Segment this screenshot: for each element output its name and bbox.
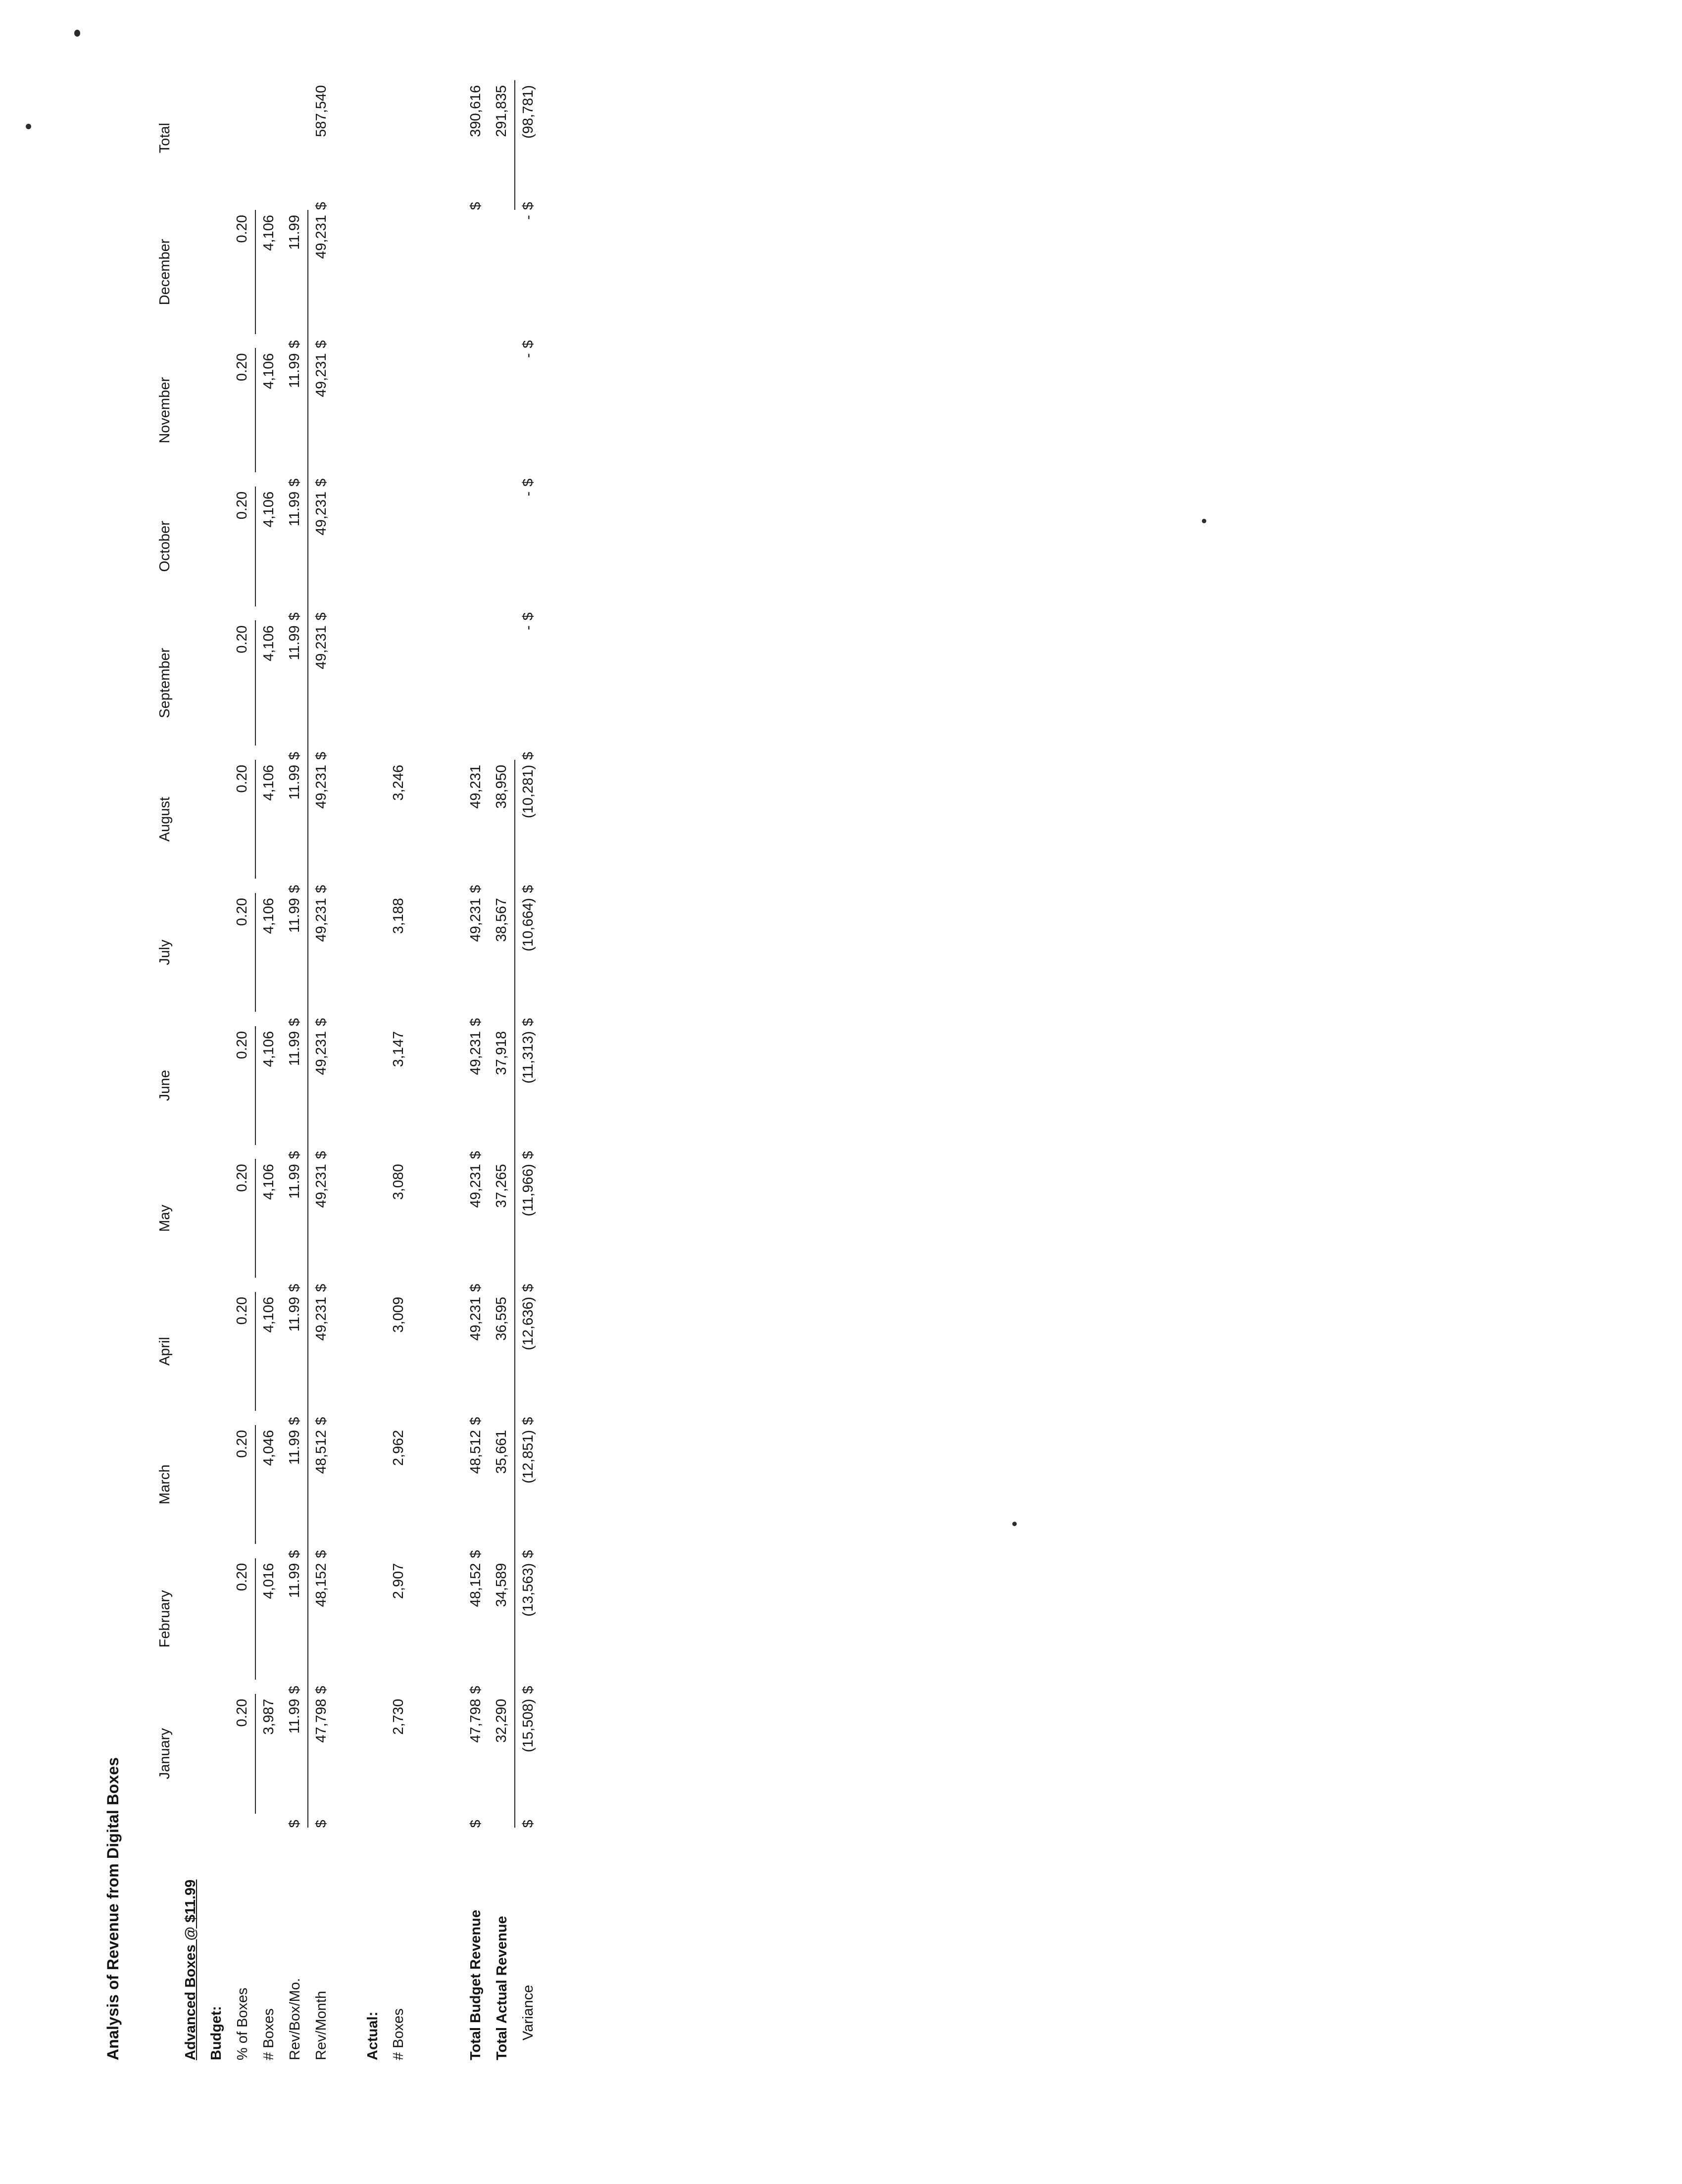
currency-spacer xyxy=(255,745,282,760)
table-row-total-budget-revenue xyxy=(463,80,489,2060)
cell-rev-per-box-march: 11.99 xyxy=(282,1425,308,1544)
currency-spacer xyxy=(229,1278,255,1292)
currency-spacer xyxy=(255,472,282,487)
currency-spacer xyxy=(229,334,255,348)
cell-total-actual-revenue-december xyxy=(489,210,515,334)
row-label-rev-per-box: Rev/Box/Mo. xyxy=(287,1978,303,2060)
cell-variance-february: (13,563) xyxy=(520,1563,536,1617)
currency-spacer xyxy=(255,606,282,621)
cell-actual-boxes-july: 3,188 xyxy=(391,898,406,934)
currency-symbol-may: $ xyxy=(313,1284,329,1292)
currency-spacer xyxy=(152,1012,178,1026)
currency-spacer xyxy=(386,745,411,760)
cell-rev-per-box-total xyxy=(282,80,308,196)
row-label-rev-per-month: Rev/Month xyxy=(313,1990,329,2060)
actual-label-row xyxy=(360,80,386,2060)
currency-symbol-august: $ xyxy=(313,885,329,893)
table-header-row xyxy=(152,80,178,2060)
column-header-april: April xyxy=(157,1337,173,1366)
cell-total-budget-revenue-january: 47,798 xyxy=(468,1698,484,1743)
table-row-rev-per-box xyxy=(282,80,308,2060)
section-header-row xyxy=(178,80,203,2060)
cell-total-budget-revenue-april: 49,231 xyxy=(468,1296,484,1341)
cell-pct-december: 0.20 xyxy=(229,210,255,334)
cell-budget-boxes-february: 4,016 xyxy=(261,1563,277,1599)
cell-rev-per-month-april: 49,231 xyxy=(313,1296,329,1341)
cell-variance-september: - xyxy=(520,625,536,630)
currency-symbol-january: $ xyxy=(313,1820,329,1828)
cell-budget-boxes-april: 4,106 xyxy=(261,1296,277,1333)
cell-actual-boxes-may: 3,080 xyxy=(391,1164,406,1200)
cell-total-actual-revenue-april: 36,595 xyxy=(489,1292,515,1411)
spacer-cell xyxy=(334,80,360,2060)
cell-variance-august: (10,281) xyxy=(520,765,536,819)
cell-total-budget-revenue-total: 390,616 xyxy=(468,85,484,137)
cell-rev-per-box-july: 11.99 xyxy=(282,893,308,1012)
cell-total-actual-revenue-august: 38,950 xyxy=(489,760,515,879)
cell-pct-april: 0.20 xyxy=(229,1292,255,1411)
currency-symbol-march: $ xyxy=(313,1550,329,1558)
currency-spacer xyxy=(152,196,178,210)
currency-spacer xyxy=(255,196,282,210)
currency-symbol-august: $ xyxy=(282,879,308,893)
currency-symbol-september: $ xyxy=(282,745,308,760)
cell-variance-january: (15,508) xyxy=(520,1698,536,1752)
cell-budget-boxes-june: 4,106 xyxy=(261,1031,277,1067)
cell-total-actual-revenue-july: 38,567 xyxy=(489,893,515,1012)
currency-symbol-total: $ xyxy=(313,202,329,210)
cell-actual-boxes-december xyxy=(386,210,411,334)
currency-symbol-august: $ xyxy=(520,885,536,893)
currency-symbol-december: $ xyxy=(282,334,308,348)
currency-spacer xyxy=(152,879,178,893)
currency-spacer xyxy=(386,1680,411,1694)
cell-budget-boxes-august: 4,106 xyxy=(261,765,277,801)
cell-pct-august: 0.20 xyxy=(229,760,255,879)
row-label-variance: Variance xyxy=(520,1985,536,2040)
cell-rev-per-box-october: 11.99 xyxy=(282,487,308,606)
cell-total-budget-revenue-december xyxy=(463,210,489,334)
currency-symbol-may: $ xyxy=(468,1284,484,1292)
cell-actual-boxes-february: 2,907 xyxy=(391,1563,406,1599)
currency-symbol-january: $ xyxy=(282,1814,308,1828)
cell-budget-boxes-october: 4,106 xyxy=(261,491,277,528)
currency-spacer xyxy=(152,1145,178,1159)
page-title: Analysis of Revenue from Digital Boxes xyxy=(104,1757,122,2060)
currency-symbol-august: $ xyxy=(468,885,484,893)
cell-actual-boxes-april: 3,009 xyxy=(391,1296,406,1333)
cell-total-actual-revenue-november xyxy=(489,348,515,473)
currency-spacer xyxy=(386,1012,411,1026)
currency-spacer xyxy=(463,606,489,621)
cell-budget-boxes-total xyxy=(255,80,282,196)
currency-symbol-december: $ xyxy=(313,340,329,348)
cell-pct-total xyxy=(229,80,255,196)
cell-budget-boxes-november: 4,106 xyxy=(261,353,277,390)
currency-spacer xyxy=(255,1411,282,1425)
row-label-pct-of-boxes: % of Boxes xyxy=(235,1987,250,2060)
spreadsheet-sheet xyxy=(104,80,541,2060)
currency-spacer xyxy=(386,879,411,893)
spacer-row xyxy=(437,80,463,2060)
currency-spacer xyxy=(489,606,515,621)
currency-spacer xyxy=(152,334,178,348)
currency-symbol-april: $ xyxy=(282,1411,308,1425)
cell-variance-july: (10,664) xyxy=(520,898,536,952)
cell-budget-boxes-july: 4,106 xyxy=(261,898,277,934)
cell-pct-march: 0.20 xyxy=(229,1425,255,1544)
currency-spacer xyxy=(463,745,489,760)
currency-symbol-september: $ xyxy=(313,751,329,760)
currency-symbol-march: $ xyxy=(468,1550,484,1558)
currency-spacer xyxy=(386,334,411,348)
currency-symbol-june: $ xyxy=(282,1145,308,1159)
currency-spacer xyxy=(152,745,178,760)
currency-spacer xyxy=(489,1012,515,1026)
currency-symbol-february: $ xyxy=(282,1680,308,1694)
cell-rev-per-month-june: 49,231 xyxy=(313,1031,329,1075)
currency-symbol-april: $ xyxy=(313,1417,329,1425)
cell-actual-boxes-march: 2,962 xyxy=(391,1430,406,1466)
currency-symbol-december: $ xyxy=(520,340,536,348)
cell-rev-per-month-march: 48,512 xyxy=(313,1430,329,1474)
cell-total-budget-revenue-march: 48,512 xyxy=(468,1430,484,1474)
cell-rev-per-month-july: 49,231 xyxy=(313,898,329,942)
currency-symbol-june: $ xyxy=(313,1151,329,1159)
cell-variance-march: (12,851) xyxy=(520,1430,536,1484)
actual-label: Actual: xyxy=(365,2011,381,2060)
column-header-june: June xyxy=(157,1070,173,1101)
budget-label-filler xyxy=(203,80,229,1828)
cell-rev-per-month-may: 49,231 xyxy=(313,1164,329,1208)
cell-variance-june: (11,313) xyxy=(520,1031,536,1084)
currency-spacer xyxy=(255,1012,282,1026)
cell-budget-boxes-march: 4,046 xyxy=(261,1430,277,1466)
currency-spacer xyxy=(386,472,411,487)
currency-spacer xyxy=(386,606,411,621)
table-row-budget-boxes xyxy=(255,80,282,2060)
budget-label-row xyxy=(203,80,229,2060)
currency-spacer xyxy=(152,1278,178,1292)
cell-rev-per-month-december: 49,231 xyxy=(313,215,329,259)
row-label-total-budget-revenue: Total Budget Revenue xyxy=(468,1910,484,2060)
currency-spacer xyxy=(386,1411,411,1425)
currency-spacer xyxy=(386,1145,411,1159)
row-label-boxes: # Boxes xyxy=(261,2008,277,2060)
currency-symbol-october: $ xyxy=(282,606,308,621)
currency-spacer xyxy=(489,472,515,487)
cell-rev-per-box-april: 11.99 xyxy=(282,1292,308,1411)
section-header-advanced-boxes: Advanced Boxes @ $11.99 xyxy=(183,1879,198,2060)
cell-budget-boxes-september: 4,106 xyxy=(261,625,277,661)
currency-symbol-february: $ xyxy=(468,1686,484,1694)
cell-variance-november: - xyxy=(520,353,536,358)
cell-variance-total: (98,781) xyxy=(520,85,536,139)
cell-rev-per-box-september: 11.99 xyxy=(282,620,308,745)
currency-spacer xyxy=(229,1544,255,1558)
column-header-december: December xyxy=(157,239,173,305)
cell-rev-per-box-february: 11.99 xyxy=(282,1558,308,1680)
currency-spacer xyxy=(229,472,255,487)
currency-spacer xyxy=(489,1544,515,1558)
cell-total-actual-revenue-october xyxy=(489,487,515,606)
currency-spacer xyxy=(489,1411,515,1425)
cell-rev-per-box-november: 11.99 xyxy=(282,348,308,473)
cell-pct-october: 0.20 xyxy=(229,487,255,606)
currency-spacer xyxy=(386,196,411,210)
currency-spacer xyxy=(229,1680,255,1694)
cell-budget-boxes-may: 4,106 xyxy=(261,1164,277,1200)
cell-total-budget-revenue-may: 49,231 xyxy=(468,1164,484,1208)
cell-rev-per-box-august: 11.99 xyxy=(282,760,308,879)
cell-total-actual-revenue-september xyxy=(489,620,515,745)
currency-symbol-january: $ xyxy=(520,1820,536,1828)
cell-total-actual-revenue-may: 37,265 xyxy=(489,1159,515,1278)
cell-actual-boxes-august: 3,246 xyxy=(391,765,406,801)
currency-spacer xyxy=(255,334,282,348)
cell-rev-per-box-january: 11.99 xyxy=(282,1694,308,1814)
column-header-november: November xyxy=(157,377,173,444)
cell-actual-boxes-january: 2,730 xyxy=(391,1698,406,1735)
currency-spacer xyxy=(489,1814,515,1828)
spacer-row xyxy=(411,80,437,2060)
table-row-pct-of-boxes xyxy=(229,80,255,2060)
spacer-cell xyxy=(437,80,463,2060)
cell-variance-october: - xyxy=(520,491,536,496)
cell-pct-september: 0.20 xyxy=(229,620,255,745)
cell-rev-per-month-august: 49,231 xyxy=(313,765,329,809)
column-header-september: September xyxy=(157,647,173,718)
column-header-total: Total xyxy=(157,123,173,153)
currency-spacer xyxy=(152,1411,178,1425)
table-row-variance xyxy=(515,80,541,2060)
currency-spacer xyxy=(229,1145,255,1159)
cell-pct-january: 0.20 xyxy=(229,1694,255,1814)
currency-spacer xyxy=(386,1544,411,1558)
cell-total-actual-revenue-march: 35,661 xyxy=(489,1425,515,1544)
currency-spacer xyxy=(463,334,489,348)
currency-spacer xyxy=(229,879,255,893)
column-header-july: July xyxy=(157,940,173,965)
currency-spacer xyxy=(489,334,515,348)
cell-pct-february: 0.20 xyxy=(229,1558,255,1680)
cell-total-actual-revenue-june: 37,918 xyxy=(489,1026,515,1145)
currency-spacer xyxy=(255,1814,282,1828)
cell-pct-may: 0.20 xyxy=(229,1159,255,1278)
cell-total-budget-revenue-september xyxy=(463,620,489,745)
currency-symbol-october: $ xyxy=(520,612,536,621)
cell-rev-per-month-january: 47,798 xyxy=(313,1698,329,1743)
actual-label-filler xyxy=(360,80,386,1828)
cell-variance-december: - xyxy=(520,215,536,220)
currency-symbol-february: $ xyxy=(520,1686,536,1694)
cell-budget-boxes-january: 3,987 xyxy=(261,1698,277,1735)
cell-actual-boxes-november xyxy=(386,348,411,473)
currency-symbol-total: $ xyxy=(520,202,536,210)
cell-rev-per-month-november: 49,231 xyxy=(313,353,329,397)
currency-spacer xyxy=(229,1814,255,1828)
cell-rev-per-month-total: 587,540 xyxy=(313,85,329,137)
currency-spacer xyxy=(152,472,178,487)
header-blank xyxy=(152,1828,178,2060)
currency-spacer xyxy=(489,1145,515,1159)
currency-spacer xyxy=(229,745,255,760)
table-row-actual-boxes xyxy=(386,80,411,2060)
cell-total-actual-revenue-total: 291,835 xyxy=(489,80,515,196)
cell-total-budget-revenue-june: 49,231 xyxy=(468,1031,484,1075)
revenue-analysis-table xyxy=(152,80,541,2060)
currency-spacer xyxy=(255,1278,282,1292)
cell-rev-per-month-september: 49,231 xyxy=(313,625,329,670)
column-header-january: January xyxy=(157,1728,173,1780)
currency-symbol-february: $ xyxy=(313,1686,329,1694)
currency-spacer xyxy=(229,606,255,621)
currency-symbol-november: $ xyxy=(282,472,308,487)
currency-spacer xyxy=(229,196,255,210)
currency-spacer xyxy=(489,745,515,760)
spacer-row xyxy=(334,80,360,2060)
currency-symbol-july: $ xyxy=(520,1018,536,1026)
currency-spacer xyxy=(152,606,178,621)
currency-symbol-may: $ xyxy=(282,1278,308,1292)
currency-spacer xyxy=(229,1411,255,1425)
cell-total-actual-revenue-february: 34,589 xyxy=(489,1558,515,1680)
currency-spacer xyxy=(282,196,308,210)
cell-rev-per-month-february: 48,152 xyxy=(313,1563,329,1607)
currency-spacer xyxy=(386,1278,411,1292)
currency-spacer xyxy=(152,1814,178,1828)
row-label-actual-boxes: # Boxes xyxy=(391,2008,406,2060)
currency-symbol-january: $ xyxy=(468,1820,484,1828)
currency-spacer xyxy=(489,196,515,210)
cell-actual-boxes-october xyxy=(386,487,411,606)
column-header-august: August xyxy=(157,796,173,842)
cell-pct-july: 0.20 xyxy=(229,893,255,1012)
currency-symbol-april: $ xyxy=(468,1417,484,1425)
currency-spacer xyxy=(255,1680,282,1694)
cell-total-actual-revenue-january: 32,290 xyxy=(489,1694,515,1814)
currency-symbol-total: $ xyxy=(468,202,484,210)
cell-variance-may: (11,966) xyxy=(520,1164,536,1217)
cell-total-budget-revenue-august: 49,231 xyxy=(468,765,484,809)
cell-actual-boxes-total xyxy=(386,80,411,196)
currency-symbol-april: $ xyxy=(520,1417,536,1425)
currency-symbol-march: $ xyxy=(282,1544,308,1558)
currency-spacer xyxy=(489,1278,515,1292)
currency-symbol-may: $ xyxy=(520,1284,536,1292)
budget-label: Budget: xyxy=(208,2006,224,2060)
currency-symbol-october: $ xyxy=(313,612,329,621)
currency-symbol-june: $ xyxy=(468,1151,484,1159)
spacer-cell xyxy=(411,80,437,2060)
cell-total-budget-revenue-february: 48,152 xyxy=(468,1563,484,1607)
cell-variance-april: (12,636) xyxy=(520,1296,536,1350)
currency-symbol-september: $ xyxy=(520,751,536,760)
cell-rev-per-month-october: 49,231 xyxy=(313,491,329,536)
section-header-filler xyxy=(178,80,203,1828)
table-row-rev-per-month xyxy=(308,80,334,2060)
currency-spacer xyxy=(386,1814,411,1828)
cell-rev-per-box-june: 11.99 xyxy=(282,1026,308,1145)
currency-symbol-march: $ xyxy=(520,1550,536,1558)
column-header-march: March xyxy=(157,1464,173,1505)
table-row-total-actual-revenue xyxy=(489,80,515,2060)
currency-spacer xyxy=(463,472,489,487)
cell-rev-per-box-may: 11.99 xyxy=(282,1159,308,1278)
column-header-february: February xyxy=(157,1590,173,1648)
currency-spacer xyxy=(229,1012,255,1026)
cell-actual-boxes-september xyxy=(386,620,411,745)
currency-symbol-november: $ xyxy=(520,478,536,487)
currency-spacer xyxy=(255,1145,282,1159)
currency-spacer xyxy=(489,879,515,893)
currency-spacer xyxy=(152,1544,178,1558)
currency-spacer xyxy=(152,1680,178,1694)
cell-budget-boxes-december: 4,106 xyxy=(261,215,277,251)
currency-symbol-november: $ xyxy=(313,478,329,487)
currency-symbol-july: $ xyxy=(282,1012,308,1026)
currency-symbol-july: $ xyxy=(468,1018,484,1026)
column-header-may: May xyxy=(157,1204,173,1232)
cell-pct-november: 0.20 xyxy=(229,348,255,473)
currency-symbol-june: $ xyxy=(520,1151,536,1159)
column-header-october: October xyxy=(157,521,173,572)
cell-rev-per-box-december: 11.99 xyxy=(282,210,308,334)
currency-symbol-july: $ xyxy=(313,1018,329,1026)
cell-pct-june: 0.20 xyxy=(229,1026,255,1145)
cell-total-budget-revenue-october xyxy=(463,487,489,606)
currency-spacer xyxy=(489,1680,515,1694)
currency-spacer xyxy=(255,879,282,893)
row-label-total-actual-revenue: Total Actual Revenue xyxy=(494,1916,510,2060)
cell-actual-boxes-june: 3,147 xyxy=(391,1031,406,1067)
cell-total-budget-revenue-november xyxy=(463,348,489,473)
cell-total-budget-revenue-july: 49,231 xyxy=(468,898,484,942)
currency-spacer xyxy=(255,1544,282,1558)
